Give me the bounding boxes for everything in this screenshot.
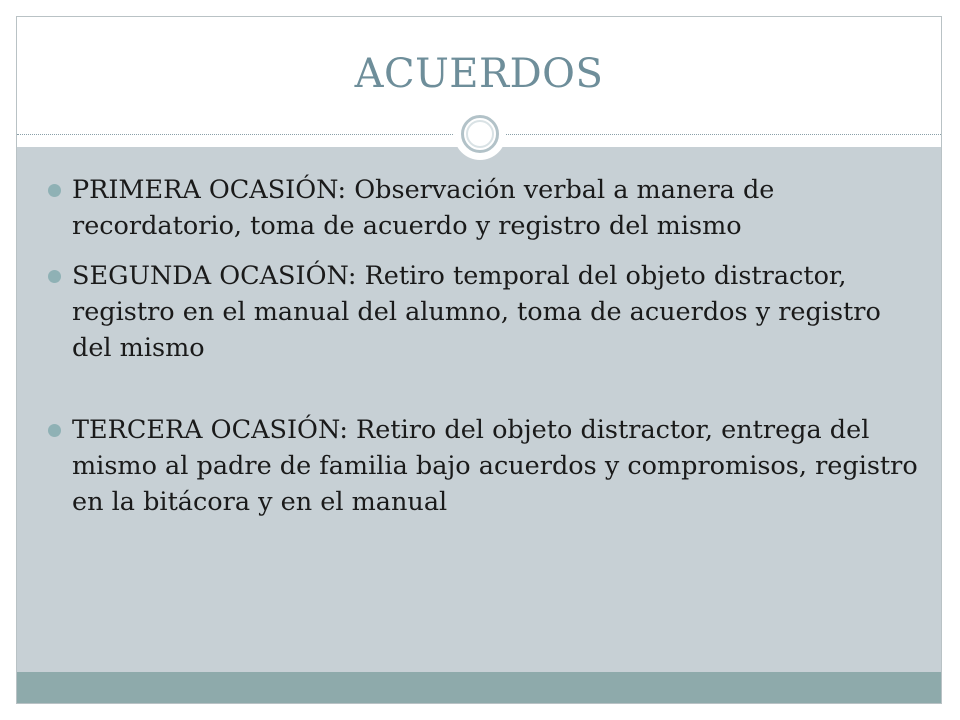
footer-band: [17, 672, 941, 704]
circle-ornament-icon: [454, 108, 506, 160]
slide: [16, 16, 942, 704]
ornament-inner-ring: [466, 120, 494, 148]
bullet-text: PRIMERA OCASIÓN: Observación verbal a manera de recordatorio, toma de acuerdo y registro del mismo: [72, 175, 775, 241]
bullet-item-tercera: [39, 412, 919, 520]
bullet-text: SEGUNDA OCASIÓN: Retiro temporal del objeto distractor, registro en el manual del alumno, toma de acuerdos y registro del mismo: [72, 261, 881, 363]
bullet-item-segunda: [39, 258, 919, 366]
bullet-text: TERCERA OCASIÓN: Retiro del objeto distractor, entrega del mismo al padre de familia bajo acuerdos y compromisos, registro en la bitácora y en el manual: [72, 415, 918, 517]
slide-title: ACUERDOS: [354, 51, 604, 97]
bullet-dot-icon: [48, 270, 61, 283]
bullet-item-primera: [39, 172, 919, 244]
bullet-dot-icon: [48, 424, 61, 437]
bullet-list: [39, 172, 919, 520]
bullet-dot-icon: [48, 184, 61, 197]
